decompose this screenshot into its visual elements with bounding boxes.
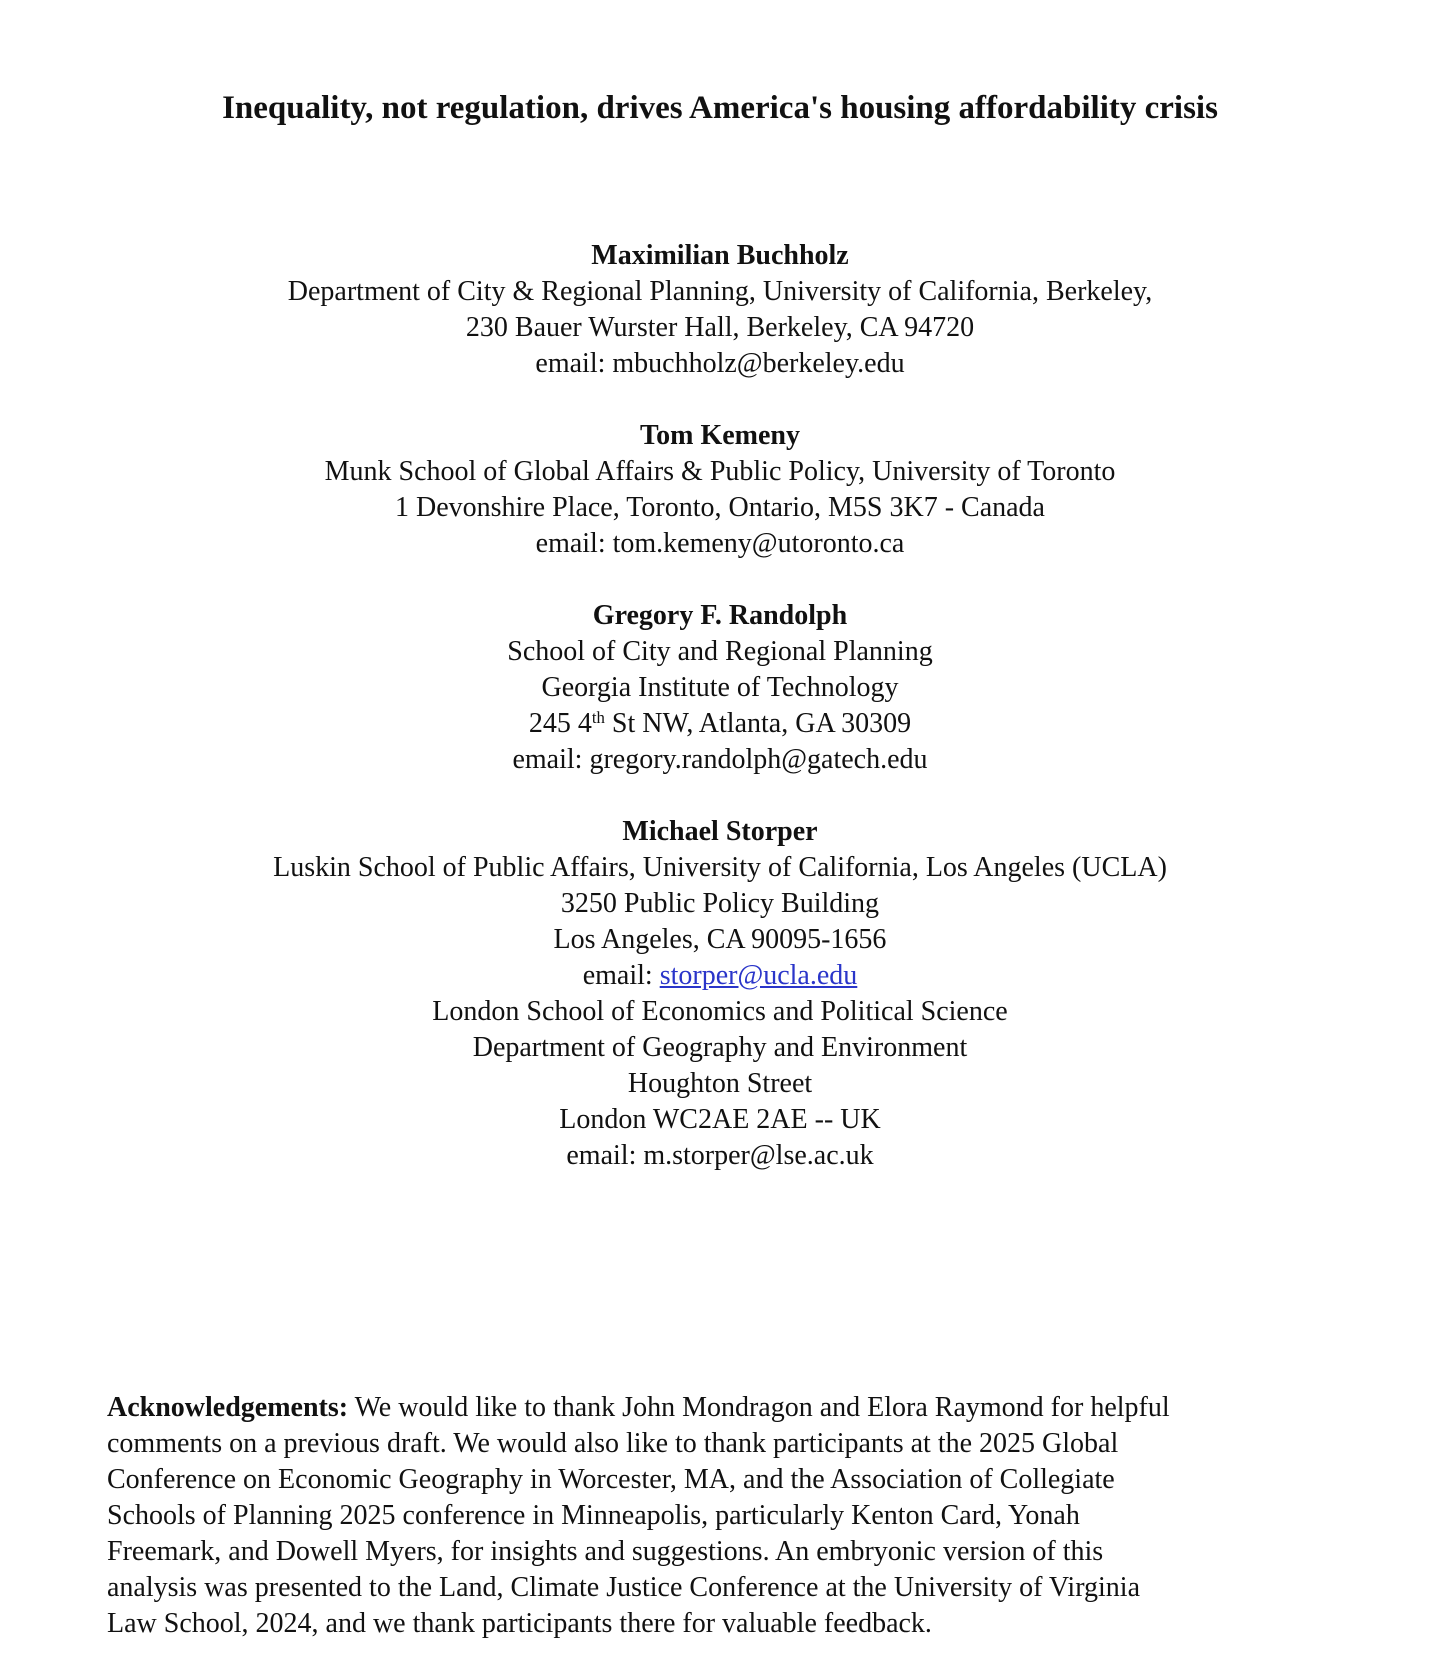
author-street-2: Houghton Street (627, 1068, 813, 1099)
author-email: email: tom.kemeny@utoronto.ca (535, 528, 905, 559)
ack-text: We would like to thank John Mondragon and Elora Raymond for helpful (348, 1392, 1170, 1423)
author-address (0, 706, 1440, 742)
author-name: Gregory F. Randolph (592, 600, 848, 631)
author-department-2: Department of Geography and Environment (472, 1032, 968, 1063)
author-affiliation: Munk School of Global Affairs & Public Policy, University of Toronto (324, 456, 1116, 487)
author-affiliation: Department of City & Regional Planning, University of California, Berkeley, (287, 276, 1153, 307)
ack-line: comments on a previous draft. We would also like to thank participants at the 2025 Global (107, 1428, 1119, 1459)
author-city-2: London WC2AE 2AE -- UK (559, 1104, 881, 1135)
address-superscript: th (591, 707, 605, 727)
author-name: Tom Kemeny (640, 420, 800, 451)
address-number: 245 4 (528, 708, 592, 739)
author-email (0, 958, 1440, 994)
ack-line: Schools of Planning 2025 conference in Minneapolis, particularly Kenton Card, Yonah (107, 1500, 1080, 1531)
ack-line (107, 1390, 1337, 1426)
email-link[interactable]: storper@ucla.edu (659, 960, 858, 991)
author-city: Los Angeles, CA 90095-1656 (553, 924, 887, 955)
author-name: Michael Storper (622, 816, 818, 847)
ack-line: Law School, 2024, and we thank participants there for valuable feedback. (107, 1608, 932, 1639)
ack-line: analysis was presented to the Land, Climate Justice Conference at the University of Virginia (107, 1572, 1141, 1603)
author-address: 1 Devonshire Place, Toronto, Ontario, M5S 3K7 - Canada (395, 492, 1045, 523)
author-address: 230 Bauer Wurster Hall, Berkeley, CA 94720 (465, 312, 975, 343)
address-rest: St NW, Atlanta, GA 30309 (604, 708, 912, 739)
paper-title: Inequality, not regulation, drives America's housing affordability crisis (222, 90, 1218, 126)
author-name: Maximilian Buchholz (591, 240, 849, 271)
email-label: email: (582, 960, 660, 991)
author-affiliation: Luskin School of Public Affairs, University of California, Los Angeles (UCLA) (273, 852, 1167, 883)
author-affiliation-2: London School of Economics and Political Science (432, 996, 1008, 1027)
author-block-storper (0, 814, 1440, 1174)
author-institution: Georgia Institute of Technology (541, 672, 899, 703)
author-address: 3250 Public Policy Building (560, 888, 880, 919)
authors-section (0, 238, 1440, 1210)
author-affiliation: School of City and Regional Planning (507, 636, 933, 667)
author-email: email: gregory.randolph@gatech.edu (512, 744, 928, 775)
author-block-buchholz (0, 238, 1440, 382)
author-email-2: email: m.storper@lse.ac.uk (566, 1140, 874, 1171)
ack-label: Acknowledgements: (107, 1392, 349, 1423)
author-block-randolph (0, 598, 1440, 778)
ack-line: Conference on Economic Geography in Worcester, MA, and the Association of Collegiate (107, 1464, 1115, 1495)
acknowledgements (107, 1390, 1337, 1642)
author-email: email: mbuchholz@berkeley.edu (535, 348, 905, 379)
ack-line: Freemark, and Dowell Myers, for insights and suggestions. An embryonic version of this (107, 1536, 1104, 1567)
author-block-kemeny (0, 418, 1440, 562)
